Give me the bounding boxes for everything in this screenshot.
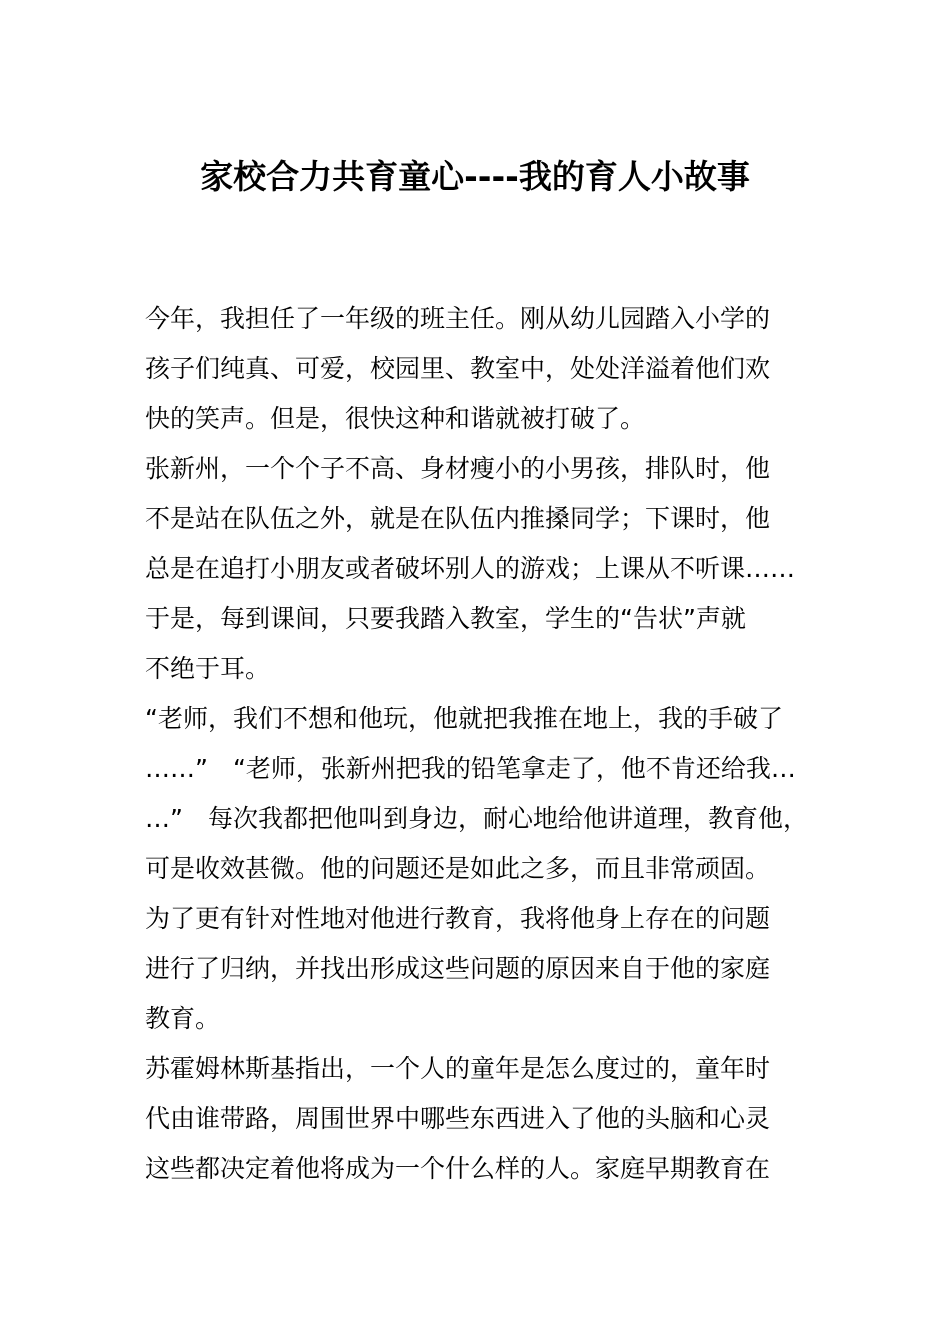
text-line: …” 每次我都把他叫到身边，耐心地给他讲道理，教育他，	[145, 804, 808, 833]
text-line: 快的笑声。但是，很快这种和谐就被打破了。	[145, 404, 646, 433]
text-line: “老师，我们不想和他玩，他就把我推在地上，我的手破了	[145, 704, 783, 733]
text-line: 张新州，一个个子不高、身材瘦小的小男孩，排队时，他	[145, 454, 771, 483]
text-line: 不是站在队伍之外，就是在队伍内推搡同学；下课时，他	[145, 504, 771, 533]
text-line: 代由谁带路，周围世界中哪些东西进入了他的头脑和心灵	[145, 1104, 771, 1133]
text-line: 教育。	[145, 1004, 221, 1033]
text-line: 这些都决定着他将成为一个什么样的人。家庭早期教育在	[145, 1154, 771, 1183]
text-line: 不绝于耳。	[145, 654, 271, 683]
text-line: 为了更有针对性地对他进行教育，我将他身上存在的问题	[145, 904, 771, 933]
text-line: 今年，我担任了一年级的班主任。刚从幼儿园踏入小学的	[145, 304, 771, 333]
document-body	[145, 294, 845, 1194]
text-line: 苏霍姆林斯基指出，一个人的童年是怎么度过的，童年时	[145, 1054, 771, 1083]
text-line: 于是，每到课间，只要我踏入教室，学生的“告状”声就	[145, 604, 746, 633]
text-line: 总是在追打小朋友或者破坏别人的游戏；上课从不听课……	[145, 554, 796, 583]
document-title: 家校合力共育童心----我的育人小故事	[200, 157, 750, 196]
text-line: 进行了归纳，并找出形成这些问题的原因来自于他的家庭	[145, 954, 771, 983]
text-line: 孩子们纯真、可爱，校园里、教室中，处处洋溢着他们欢	[145, 354, 771, 383]
text-line: 可是收效甚微。他的问题还是如此之多，而且非常顽固。	[145, 854, 771, 883]
text-line: ……” “老师，张新州把我的铅笔拿走了，他不肯还给我…	[145, 754, 796, 783]
